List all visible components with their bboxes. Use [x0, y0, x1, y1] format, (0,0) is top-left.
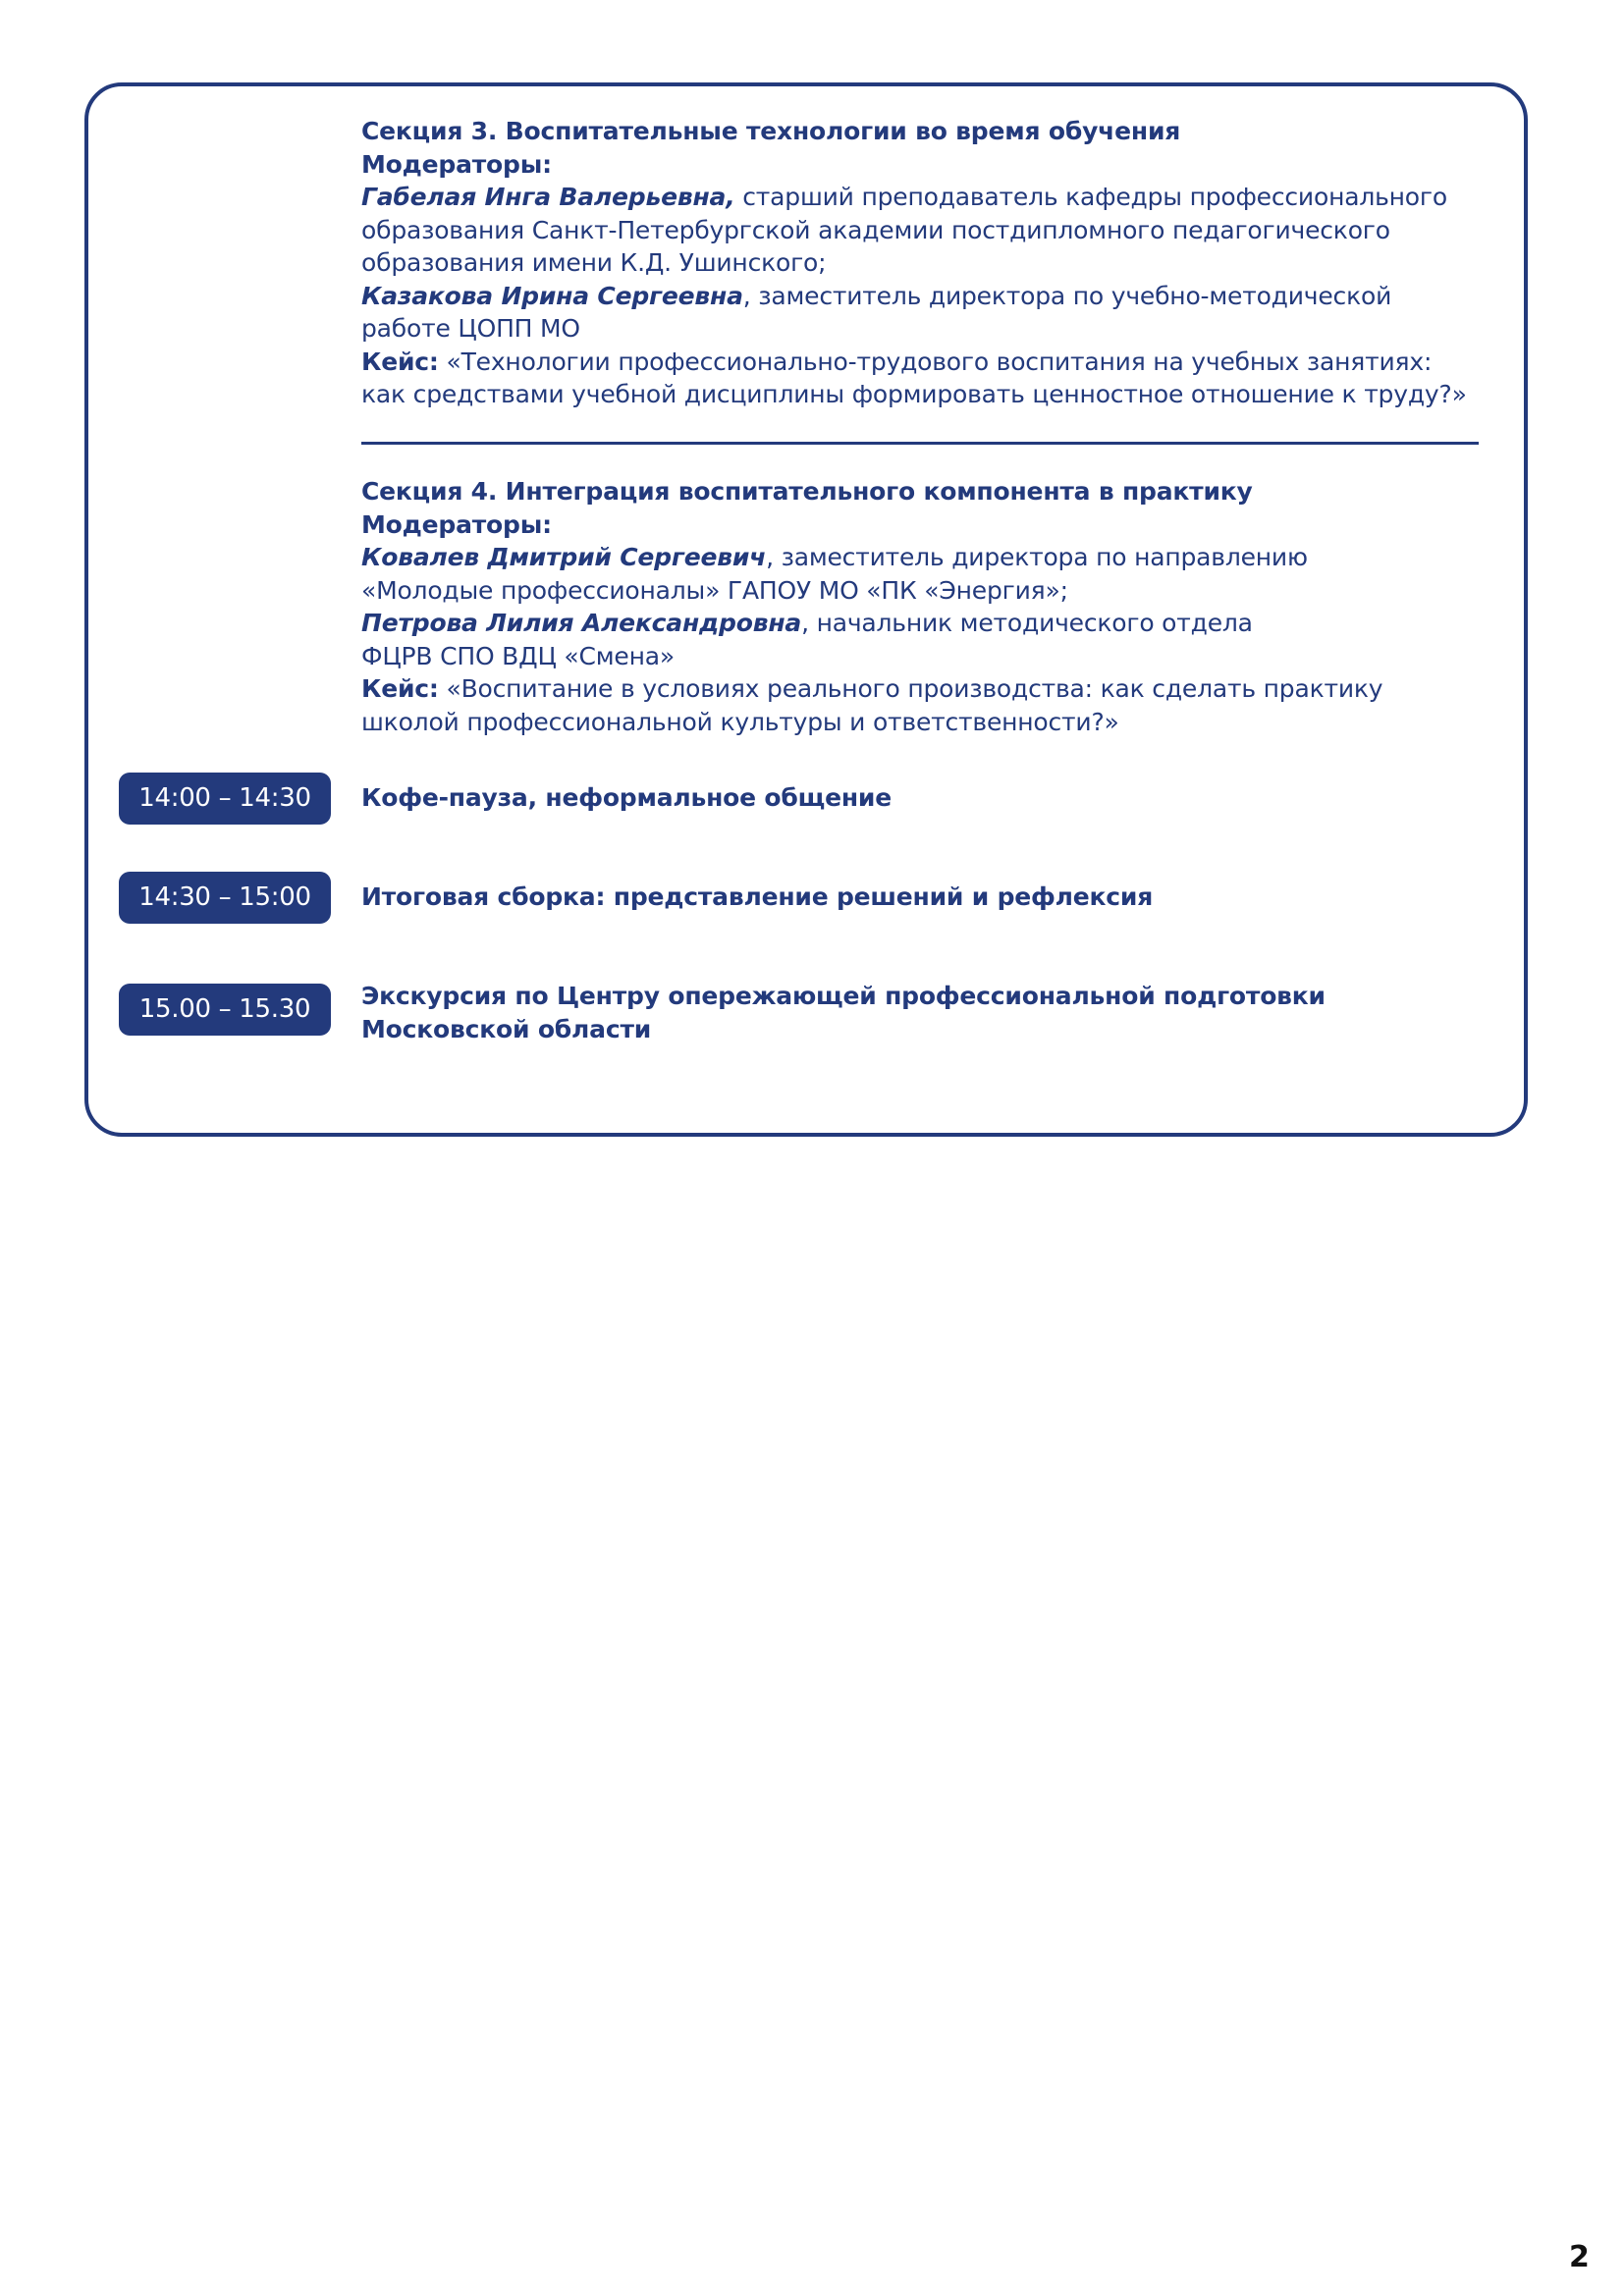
- section-3-moderators-label: Модераторы:: [361, 149, 552, 179]
- section-4-block: [361, 475, 1481, 738]
- section-4-moderator-1: [361, 541, 1481, 574]
- section-3-case: [361, 346, 1481, 379]
- case-label: Кейс:: [361, 347, 439, 376]
- event-title-line-1: Кофе-пауза, неформальное общение: [361, 783, 892, 812]
- moderator-name: Габелая Инга Валерьевна,: [361, 183, 735, 211]
- section-4-moderator-2-line-2: ФЦРВ СПО ВДЦ «Смена»: [361, 641, 675, 670]
- schedule-event-title: [361, 781, 1441, 815]
- time-badge: 14:30 – 15:00: [119, 872, 331, 924]
- section-3-moderator-2-line-2: работе ЦОПП МО: [361, 314, 580, 343]
- schedule-event-title: [361, 881, 1441, 914]
- section-3-block: [361, 115, 1481, 411]
- section-4-case-line-2: школой профессиональной культуры и ответственности?»: [361, 707, 1119, 736]
- case-label: Кейс:: [361, 674, 439, 703]
- section-4-moderator-2: [361, 607, 1481, 640]
- event-title-line-2: Московской области: [361, 1014, 652, 1043]
- event-title-line-1: Итоговая сборка: представление решений и рефлексия: [361, 882, 1154, 911]
- schedule-event-title: [361, 980, 1441, 1045]
- time-badge: 14:00 – 14:30: [119, 773, 331, 825]
- case-text: «Технологии профессионально-трудового воспитания на учебных занятиях:: [438, 347, 1433, 376]
- section-3-moderator-2: [361, 280, 1481, 313]
- moderator-name: Казакова Ирина Сергеевна: [361, 281, 743, 310]
- section-3-case-line-2: как средствами учебной дисциплины формировать ценностное отношение к труду?»: [361, 380, 1467, 408]
- section-4-title: Секция 4. Интеграция воспитательного компонента в практику: [361, 477, 1253, 506]
- moderator-description: старший преподаватель кафедры профессионального: [734, 183, 1447, 211]
- moderator-description: , начальник методического отдела: [801, 609, 1253, 637]
- time-badge: 15.00 – 15.30: [119, 984, 331, 1036]
- moderator-name: Ковалев Дмитрий Сергеевич: [361, 543, 767, 571]
- section-divider: [361, 442, 1479, 445]
- section-3-moderator-1-line-3: образования имени К.Д. Ушинского;: [361, 248, 827, 277]
- case-text: «Воспитание в условиях реального производства: как сделать практику: [438, 674, 1383, 703]
- moderator-description: , заместитель директора по направлению: [766, 543, 1308, 571]
- page-number: 2: [1569, 2240, 1590, 2274]
- event-title-line-1: Экскурсия по Центру опережающей профессиональной подготовки: [361, 982, 1326, 1010]
- section-4-case: [361, 672, 1481, 706]
- section-3-title: Секция 3. Воспитательные технологии во время обучения: [361, 117, 1181, 145]
- section-4-moderator-1-line-2: «Молодые профессионалы» ГАПОУ МО «ПК «Энергия»;: [361, 575, 1068, 605]
- section-3-moderator-1-line-2: образования Санкт-Петербургской академии постдипломного педагогического: [361, 215, 1390, 244]
- section-4-moderators-label: Модераторы:: [361, 509, 552, 539]
- section-3-moderator-1: [361, 181, 1481, 214]
- moderator-name: Петрова Лилия Александровна: [361, 609, 802, 637]
- moderator-description: , заместитель директора по учебно-методической: [742, 281, 1392, 310]
